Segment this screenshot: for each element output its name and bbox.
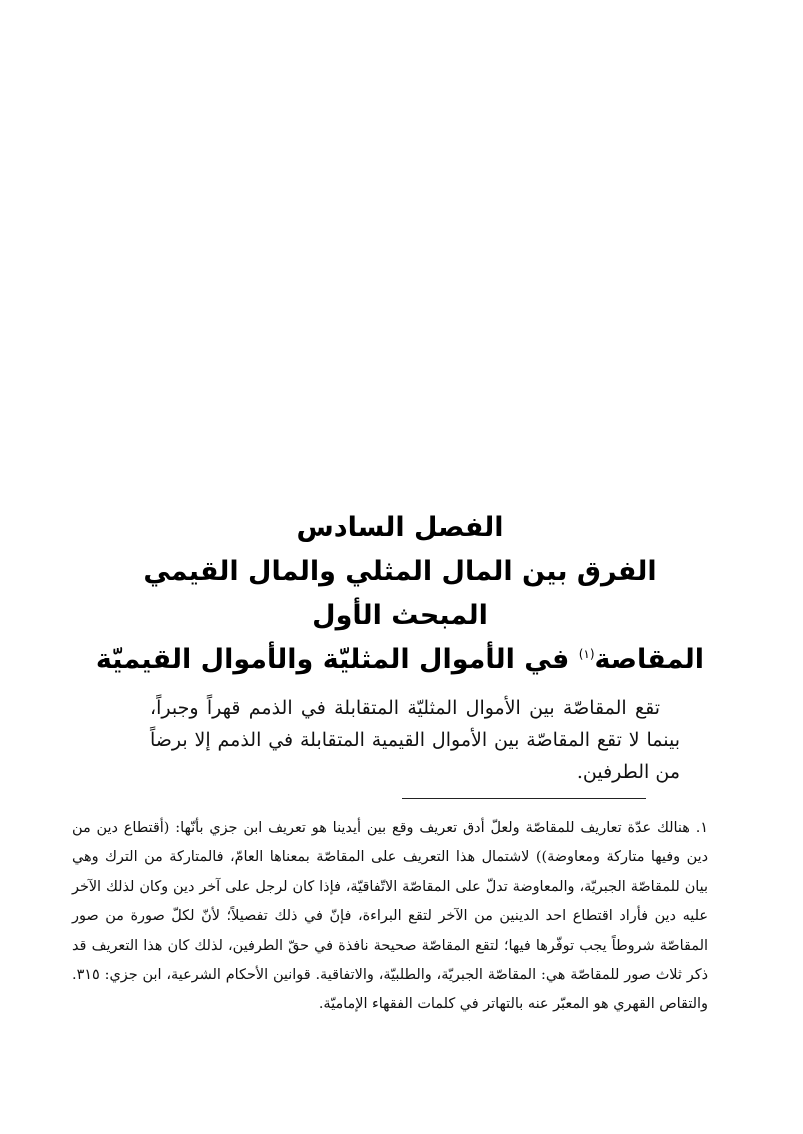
heading-rest: في الأموال المثليّة والأموال القيميّة	[95, 644, 579, 675]
intro-paragraph	[150, 692, 680, 788]
intro-text: تقع المقاصّة بين الأموال المثليّة المتقابلة في الذمم قهراً وجبراً، بينما لا تقع المقاصّة بين الأموال القيمية المتقابلة في الذمم إلا برضاً من الطرفين.	[150, 697, 680, 783]
chapter-title: الفصل السادس	[296, 512, 504, 543]
chapter-headings	[60, 506, 740, 682]
section-title: المبحث الأول	[312, 600, 488, 631]
footnote-separator	[402, 798, 646, 799]
heading-main: المقاصة	[594, 644, 705, 675]
footnote-text: ١. هنالك عدّة تعاريف للمقاصّة ولعلّ أدق تعريف وقع بين أيدينا هو تعريف ابن جزي بأنّها: (أقتطاع دين من دين وفيها متاركة ومعاوضة)) لاشتمال هذا التعريف على المقاصّة بمعناها العامّ، فالمتاركة من الترك وهي بيان للمقاصّة الجبريّة، والمعاوضة تدلّ على المقاصّة الاتّفاقيّة، فإذا كان لرجل على آخر دين وكان لذلك الآخر عليه دين فأراد اقتطاع احد الدينين من الآخر لتقع البراءة، فإنّ في ذلك تفصيلاً؛ لأنّ لكلّ صورة من صور المقاصّة شروطاً يجب توفّرها فيها؛ لتقع المقاصّة صحيحة نافذة في حقّ الطرفين، لذلك كان هذا التعريف قد ذكر ثلاث صور للمقاصّة هي: المقاصّة الجبريّة، والطلبيّة، والاتفاقية. قوانين الأحكام الشرعية، ابن جزي: ٣١٥. والتقاص القهري هو المعبّر عنه بالتهاتر في كلمات الفقهاء الإماميّة.	[72, 820, 708, 1013]
footnote	[72, 814, 708, 1020]
footnote-ref: (١)	[578, 647, 595, 661]
chapter-subtitle: الفرق بين المال المثلي والمال القيمي	[143, 556, 657, 587]
section-heading	[60, 638, 740, 682]
